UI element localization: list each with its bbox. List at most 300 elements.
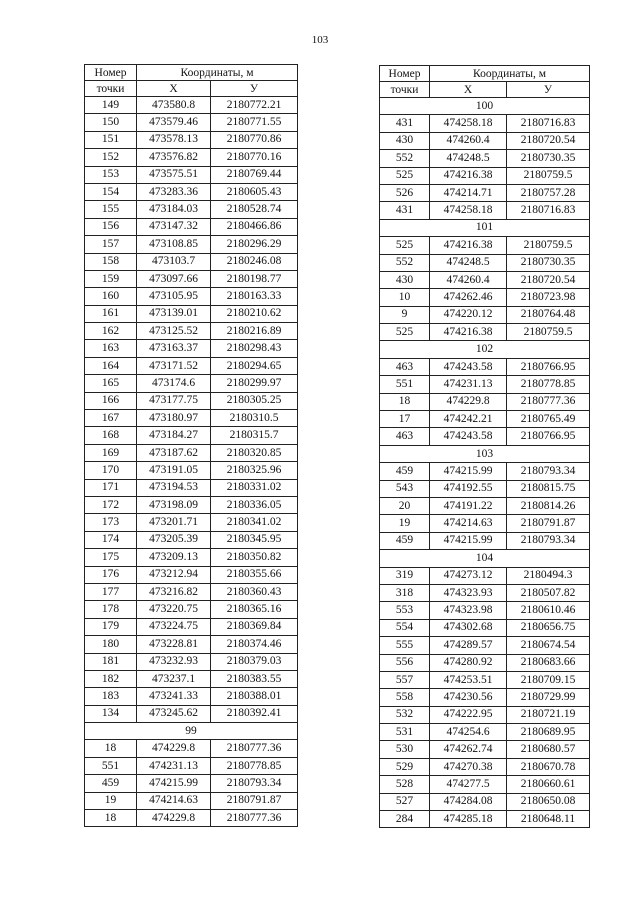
table-row [85, 201, 298, 218]
point-number-cell: 174 [85, 531, 137, 548]
table-row [85, 149, 298, 166]
point-number-cell: 167 [85, 410, 137, 427]
y-coordinate-cell: 2180815.75 [507, 480, 590, 497]
y-coordinate-cell: 2180392.41 [211, 705, 298, 722]
x-coordinate-cell: 473171.52 [137, 357, 211, 374]
x-coordinate-cell: 474273.12 [430, 567, 507, 584]
point-number-cell: 177 [85, 583, 137, 600]
x-coordinate-cell: 473232.93 [137, 653, 211, 670]
y-coordinate-cell: 2180210.62 [211, 305, 298, 322]
x-coordinate-cell: 474258.18 [430, 115, 507, 132]
point-number-cell: 555 [380, 637, 430, 654]
point-number-cell: 18 [85, 740, 137, 757]
y-coordinate-cell: 2180759.5 [507, 167, 590, 184]
table-row [85, 514, 298, 531]
point-number-cell: 181 [85, 653, 137, 670]
table-row [380, 811, 590, 828]
x-coordinate-cell: 473194.53 [137, 479, 211, 496]
point-number-cell: 168 [85, 427, 137, 444]
table-row [85, 323, 298, 340]
x-coordinate-cell: 473180.97 [137, 410, 211, 427]
x-coordinate-cell: 473245.62 [137, 705, 211, 722]
y-coordinate-cell: 2180777.36 [507, 393, 590, 410]
x-coordinate-cell: 473241.33 [137, 688, 211, 705]
point-number-cell: 166 [85, 392, 137, 409]
y-coordinate-cell: 2180765.49 [507, 411, 590, 428]
y-coordinate-cell: 2180320.85 [211, 444, 298, 461]
table-row [380, 671, 590, 688]
section-label: 102 [380, 341, 590, 358]
table-row [380, 637, 590, 654]
y-coordinate-cell: 2180791.87 [507, 515, 590, 532]
point-number-cell: 430 [380, 132, 430, 149]
y-coordinate-cell: 2180770.16 [211, 149, 298, 166]
x-coordinate-cell: 473201.71 [137, 514, 211, 531]
point-number-cell: 459 [85, 775, 137, 792]
table-row [85, 218, 298, 235]
table-row [380, 167, 590, 184]
x-coordinate-cell: 473184.03 [137, 201, 211, 218]
table-row [85, 340, 298, 357]
y-coordinate-cell: 2180345.95 [211, 531, 298, 548]
x-coordinate-cell: 474243.58 [430, 358, 507, 375]
y-coordinate-cell: 2180198.77 [211, 270, 298, 287]
point-number-cell: 551 [380, 376, 430, 393]
point-number-cell: 532 [380, 706, 430, 723]
x-coordinate-cell: 474289.57 [430, 637, 507, 654]
table-row [85, 427, 298, 444]
coords-header: Координаты, м [430, 66, 590, 82]
point-number-cell: 164 [85, 357, 137, 374]
y-coordinate-cell: 2180610.46 [507, 602, 590, 619]
x-coordinate-cell: 473224.75 [137, 618, 211, 635]
x-coordinate-cell: 474215.99 [137, 775, 211, 792]
y-coordinate-cell: 2180246.08 [211, 253, 298, 270]
x-coordinate-cell: 474248.5 [430, 150, 507, 167]
y-coordinate-cell: 2180383.55 [211, 670, 298, 687]
table-row [85, 131, 298, 148]
point-number-cell: 284 [380, 811, 430, 828]
table-row [380, 602, 590, 619]
point-number-cell: 554 [380, 619, 430, 636]
x-coordinate-cell: 474280.92 [430, 654, 507, 671]
table-row [85, 653, 298, 670]
table-row [380, 271, 590, 288]
x-coordinate-cell: 474253.51 [430, 671, 507, 688]
y-coordinate-cell: 2180814.26 [507, 497, 590, 514]
table-row [380, 428, 590, 445]
x-coordinate-cell: 473147.32 [137, 218, 211, 235]
y-coordinate-cell: 2180793.34 [507, 463, 590, 480]
point-number-cell: 160 [85, 288, 137, 305]
point-number-cell: 182 [85, 670, 137, 687]
table-row [85, 549, 298, 566]
point-number-cell: 20 [380, 497, 430, 514]
point-number-cell: 558 [380, 689, 430, 706]
x-coordinate-cell: 474214.63 [137, 792, 211, 809]
x-coordinate-cell: 474242.21 [430, 411, 507, 428]
point-number-cell: 531 [380, 724, 430, 741]
table-row [380, 689, 590, 706]
y-coordinate-cell: 2180341.02 [211, 514, 298, 531]
x-coordinate-cell: 473575.51 [137, 166, 211, 183]
x-coordinate-cell: 473579.46 [137, 114, 211, 131]
table-row [85, 618, 298, 635]
point-number-cell: 552 [380, 254, 430, 271]
point-number-cell: 156 [85, 218, 137, 235]
table-row [85, 566, 298, 583]
point-number-cell: 172 [85, 496, 137, 513]
y-coordinate-cell: 2180716.83 [507, 202, 590, 219]
y-coordinate-cell: 2180709.15 [507, 671, 590, 688]
point-number-cell: 557 [380, 671, 430, 688]
y-coordinate-cell: 2180730.35 [507, 150, 590, 167]
point-number-cell: 170 [85, 462, 137, 479]
x-coordinate-cell: 474222.95 [430, 706, 507, 723]
y-coordinate-cell: 2180325.96 [211, 462, 298, 479]
y-coordinate-cell: 2180730.35 [507, 254, 590, 271]
y-coordinate-cell: 2180766.95 [507, 428, 590, 445]
table-row [380, 532, 590, 549]
table-row [85, 479, 298, 496]
x-coordinate-cell: 474323.93 [430, 584, 507, 601]
x-coordinate-cell: 473177.75 [137, 392, 211, 409]
point-number-cell: 459 [380, 463, 430, 480]
y-coordinate-cell: 2180683.66 [507, 654, 590, 671]
table-row [85, 670, 298, 687]
point-number-cell: 19 [380, 515, 430, 532]
y-coordinate-cell: 2180759.5 [507, 324, 590, 341]
table-row [380, 515, 590, 532]
point-number-cell: 551 [85, 757, 137, 774]
x-coordinate-cell: 474229.8 [137, 810, 211, 827]
section-row [380, 219, 590, 236]
table-row [380, 654, 590, 671]
x-coordinate-cell: 474216.38 [430, 324, 507, 341]
table-row [380, 237, 590, 254]
x-coordinate-cell: 473580.8 [137, 97, 211, 114]
y-coordinate-cell: 2180656.75 [507, 619, 590, 636]
x-coordinate-cell: 473105.95 [137, 288, 211, 305]
y-coordinate-cell: 2180759.5 [507, 237, 590, 254]
header-row-top [85, 65, 298, 81]
y-coordinate-cell: 2180721.19 [507, 706, 590, 723]
point-number-cell: 169 [85, 444, 137, 461]
table-row [380, 567, 590, 584]
y-coordinate-cell: 2180355.66 [211, 566, 298, 583]
y-coordinate-cell: 2180379.03 [211, 653, 298, 670]
table-row [85, 97, 298, 114]
section-row [380, 445, 590, 462]
x-header: X [137, 81, 211, 97]
table-row [380, 150, 590, 167]
point-number-cell: 153 [85, 166, 137, 183]
y-coordinate-cell: 2180770.86 [211, 131, 298, 148]
y-coordinate-cell: 2180769.44 [211, 166, 298, 183]
y-coordinate-cell: 2180771.55 [211, 114, 298, 131]
x-coordinate-cell: 474260.4 [430, 132, 507, 149]
y-coordinate-cell: 2180670.78 [507, 758, 590, 775]
point-number-cell: 161 [85, 305, 137, 322]
y-header: У [211, 81, 298, 97]
y-coordinate-cell: 2180305.25 [211, 392, 298, 409]
x-coordinate-cell: 473228.81 [137, 636, 211, 653]
table-row [380, 115, 590, 132]
point-number-cell: 463 [380, 428, 430, 445]
x-coordinate-cell: 474231.13 [430, 376, 507, 393]
point-number-cell: 175 [85, 549, 137, 566]
y-coordinate-cell: 2180298.43 [211, 340, 298, 357]
table-row [85, 688, 298, 705]
x-coordinate-cell: 474229.8 [430, 393, 507, 410]
x-coordinate-cell: 474277.5 [430, 776, 507, 793]
table-row [380, 254, 590, 271]
y-coordinate-cell: 2180793.34 [507, 532, 590, 549]
y-coordinate-cell: 2180528.74 [211, 201, 298, 218]
table-row [85, 740, 298, 757]
table-row [85, 166, 298, 183]
x-coordinate-cell: 474192.55 [430, 480, 507, 497]
point-number-cell: 17 [380, 411, 430, 428]
point-number-cell: 318 [380, 584, 430, 601]
point-number-cell: 459 [380, 532, 430, 549]
y-coordinate-cell: 2180360.43 [211, 583, 298, 600]
x-coordinate-cell: 474231.13 [137, 757, 211, 774]
x-coordinate-cell: 474220.12 [430, 306, 507, 323]
point-header-bottom: точки [85, 81, 137, 97]
y-coordinate-cell: 2180331.02 [211, 479, 298, 496]
table-row [85, 305, 298, 322]
point-number-cell: 431 [380, 115, 430, 132]
coordinates-table-left [84, 64, 298, 827]
table-row [85, 496, 298, 513]
point-number-cell: 431 [380, 202, 430, 219]
x-coordinate-cell: 473139.01 [137, 305, 211, 322]
table-row [380, 776, 590, 793]
table-row [380, 393, 590, 410]
table-row [85, 410, 298, 427]
section-row [380, 341, 590, 358]
x-coordinate-cell: 474230.56 [430, 689, 507, 706]
table-row [380, 411, 590, 428]
table-row [85, 357, 298, 374]
y-coordinate-cell: 2180466.86 [211, 218, 298, 235]
table-row [85, 236, 298, 253]
point-number-cell: 319 [380, 567, 430, 584]
point-number-cell: 527 [380, 793, 430, 810]
header-row-top [380, 66, 590, 82]
point-number-cell: 159 [85, 270, 137, 287]
y-coordinate-cell: 2180605.43 [211, 183, 298, 200]
header-row-bottom [380, 82, 590, 98]
x-coordinate-cell: 473103.7 [137, 253, 211, 270]
y-coordinate-cell: 2180315.7 [211, 427, 298, 444]
header-row-bottom [85, 81, 298, 97]
point-number-cell: 10 [380, 289, 430, 306]
table-row [85, 183, 298, 200]
section-label: 99 [85, 723, 298, 740]
y-coordinate-cell: 2180777.36 [211, 740, 298, 757]
y-coordinate-cell: 2180723.98 [507, 289, 590, 306]
x-coordinate-cell: 474216.38 [430, 237, 507, 254]
point-number-cell: 430 [380, 271, 430, 288]
table-row [85, 444, 298, 461]
coordinates-table-right [379, 65, 590, 828]
section-row [380, 98, 590, 115]
table-row [85, 636, 298, 653]
point-number-cell: 525 [380, 167, 430, 184]
x-coordinate-cell: 474214.63 [430, 515, 507, 532]
x-coordinate-cell: 474302.68 [430, 619, 507, 636]
section-label: 103 [380, 445, 590, 462]
y-coordinate-cell: 2180494.3 [507, 567, 590, 584]
y-coordinate-cell: 2180296.29 [211, 236, 298, 253]
table-row [380, 793, 590, 810]
x-coordinate-cell: 474214.71 [430, 184, 507, 201]
x-coordinate-cell: 474248.5 [430, 254, 507, 271]
table-row [85, 583, 298, 600]
x-coordinate-cell: 474243.58 [430, 428, 507, 445]
y-coordinate-cell: 2180716.83 [507, 115, 590, 132]
table-body-right [380, 66, 590, 828]
point-number-cell: 165 [85, 375, 137, 392]
point-header-top: Номер [380, 66, 430, 82]
x-coordinate-cell: 474215.99 [430, 532, 507, 549]
point-number-cell: 151 [85, 131, 137, 148]
x-coordinate-cell: 473125.52 [137, 323, 211, 340]
y-coordinate-cell: 2180680.57 [507, 741, 590, 758]
x-coordinate-cell: 474262.46 [430, 289, 507, 306]
x-coordinate-cell: 473187.62 [137, 444, 211, 461]
table-row [85, 757, 298, 774]
y-coordinate-cell: 2180648.11 [507, 811, 590, 828]
point-number-cell: 176 [85, 566, 137, 583]
x-coordinate-cell: 474284.08 [430, 793, 507, 810]
y-coordinate-cell: 2180650.08 [507, 793, 590, 810]
y-coordinate-cell: 2180720.54 [507, 132, 590, 149]
point-number-cell: 463 [380, 358, 430, 375]
x-coordinate-cell: 473097.66 [137, 270, 211, 287]
point-number-cell: 179 [85, 618, 137, 635]
x-coordinate-cell: 473237.1 [137, 670, 211, 687]
y-coordinate-cell: 2180365.16 [211, 601, 298, 618]
x-coordinate-cell: 474258.18 [430, 202, 507, 219]
point-number-cell: 152 [85, 149, 137, 166]
point-number-cell: 180 [85, 636, 137, 653]
table-row [85, 288, 298, 305]
table-row [380, 584, 590, 601]
table-row [85, 462, 298, 479]
point-number-cell: 526 [380, 184, 430, 201]
x-coordinate-cell: 473184.27 [137, 427, 211, 444]
point-number-cell: 9 [380, 306, 430, 323]
section-row [380, 550, 590, 567]
y-coordinate-cell: 2180791.87 [211, 792, 298, 809]
x-header: X [430, 82, 507, 98]
x-coordinate-cell: 473198.09 [137, 496, 211, 513]
y-coordinate-cell: 2180374.46 [211, 636, 298, 653]
point-number-cell: 178 [85, 601, 137, 618]
y-coordinate-cell: 2180777.36 [211, 810, 298, 827]
x-coordinate-cell: 474270.38 [430, 758, 507, 775]
table-row [380, 132, 590, 149]
section-label: 100 [380, 98, 590, 115]
y-coordinate-cell: 2180720.54 [507, 271, 590, 288]
y-coordinate-cell: 2180778.85 [507, 376, 590, 393]
point-number-cell: 525 [380, 237, 430, 254]
y-coordinate-cell: 2180772.21 [211, 97, 298, 114]
point-number-cell: 543 [380, 480, 430, 497]
x-coordinate-cell: 473191.05 [137, 462, 211, 479]
table-row [85, 601, 298, 618]
table-row [85, 375, 298, 392]
point-number-cell: 173 [85, 514, 137, 531]
x-coordinate-cell: 474285.18 [430, 811, 507, 828]
table-row [380, 724, 590, 741]
table-row [85, 705, 298, 722]
coords-header: Координаты, м [137, 65, 298, 81]
y-coordinate-cell: 2180299.97 [211, 375, 298, 392]
point-number-cell: 163 [85, 340, 137, 357]
table-row [85, 775, 298, 792]
x-coordinate-cell: 474216.38 [430, 167, 507, 184]
x-coordinate-cell: 474323.98 [430, 602, 507, 619]
point-number-cell: 183 [85, 688, 137, 705]
y-coordinate-cell: 2180778.85 [211, 757, 298, 774]
x-coordinate-cell: 473216.82 [137, 583, 211, 600]
point-number-cell: 556 [380, 654, 430, 671]
y-coordinate-cell: 2180674.54 [507, 637, 590, 654]
table-row [380, 324, 590, 341]
table-row [380, 741, 590, 758]
table-row [380, 202, 590, 219]
table-row [380, 184, 590, 201]
y-header: У [507, 82, 590, 98]
point-number-cell: 18 [85, 810, 137, 827]
x-coordinate-cell: 473174.6 [137, 375, 211, 392]
x-coordinate-cell: 473220.75 [137, 601, 211, 618]
x-coordinate-cell: 473283.36 [137, 183, 211, 200]
x-coordinate-cell: 474215.99 [430, 463, 507, 480]
y-coordinate-cell: 2180310.5 [211, 410, 298, 427]
y-coordinate-cell: 2180350.82 [211, 549, 298, 566]
point-number-cell: 19 [85, 792, 137, 809]
y-coordinate-cell: 2180793.34 [211, 775, 298, 792]
point-number-cell: 150 [85, 114, 137, 131]
point-number-cell: 149 [85, 97, 137, 114]
point-number-cell: 18 [380, 393, 430, 410]
table-row [380, 706, 590, 723]
y-coordinate-cell: 2180764.48 [507, 306, 590, 323]
point-number-cell: 134 [85, 705, 137, 722]
y-coordinate-cell: 2180336.05 [211, 496, 298, 513]
table-row [85, 531, 298, 548]
point-number-cell: 552 [380, 150, 430, 167]
table-row [380, 619, 590, 636]
table-row [85, 810, 298, 827]
table-row [380, 376, 590, 393]
y-coordinate-cell: 2180766.95 [507, 358, 590, 375]
x-coordinate-cell: 474254.6 [430, 724, 507, 741]
section-label: 104 [380, 550, 590, 567]
y-coordinate-cell: 2180689.95 [507, 724, 590, 741]
table-row [380, 463, 590, 480]
y-coordinate-cell: 2180757.28 [507, 184, 590, 201]
point-number-cell: 553 [380, 602, 430, 619]
point-header-top: Номер [85, 65, 137, 81]
y-coordinate-cell: 2180729.99 [507, 689, 590, 706]
table-row [380, 358, 590, 375]
